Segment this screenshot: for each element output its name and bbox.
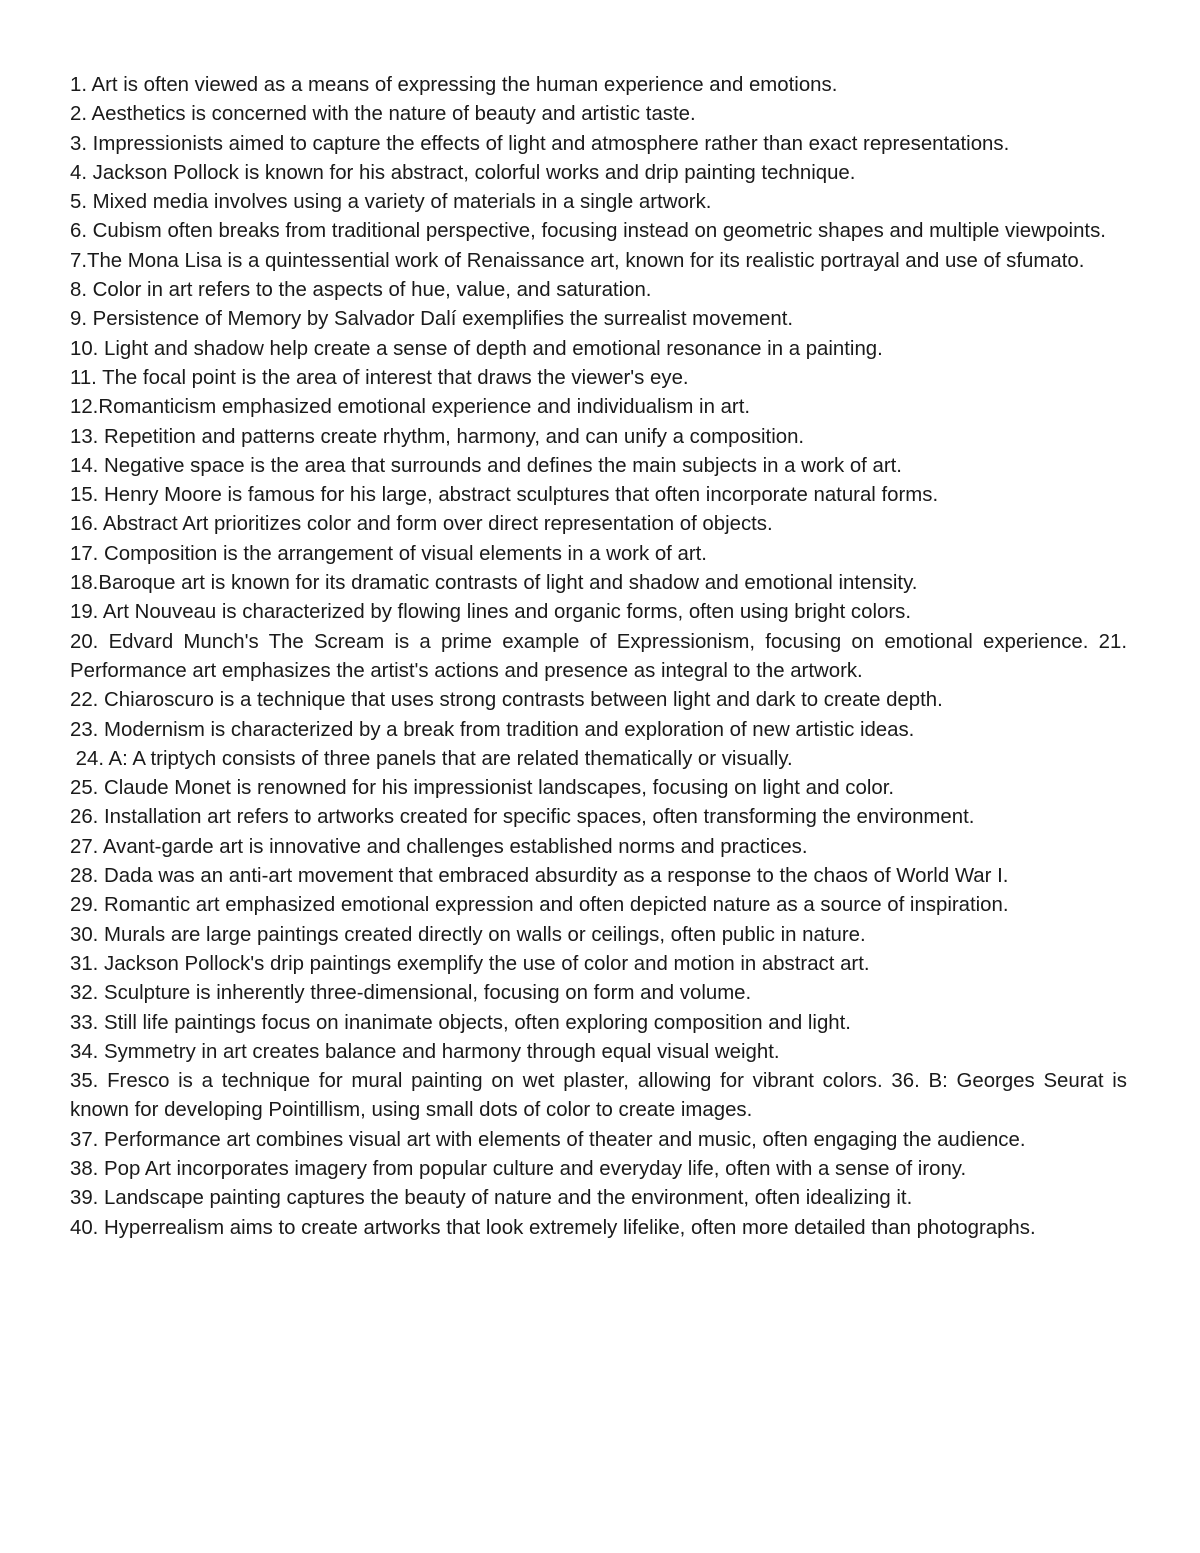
item-29: 29. Romantic art emphasized emotional expression and often depicted nature as a source of inspiration. (70, 894, 1009, 917)
item-1: 1. Art is often viewed as a means of expressing the human experience and emotions. (70, 74, 838, 96)
item-40: 40. Hyperrealism aims to create artworks that look extremely lifelike, often more detailed than photographs. (70, 1216, 1036, 1239)
item-25: 25. Claude Monet is renowned for his impressionist landscapes, focusing on light and color. (70, 777, 895, 800)
item-16: 16. Abstract Art prioritizes color and form over direct representation of objects. (70, 513, 773, 536)
item-14: 14. Negative space is the area that surrounds and defines the main subjects in a work of art. (70, 454, 902, 477)
item-27: 27. Avant-garde art is innovative and challenges established norms and practices. (70, 835, 808, 858)
item-7: 7.The Mona Lisa is a quintessential work of Renaissance art, known for its realistic portrayal and use of sfumato. (70, 249, 1085, 272)
item-10: 10. Light and shadow help create a sense of depth and emotional resonance in a painting. (70, 337, 883, 360)
item-12: 12.Romanticism emphasized emotional experience and individualism in art. (70, 396, 751, 419)
item-20-21: 20. Edvard Munch's The Scream is a prime example of Expressionism, focusing on emotional experience. 21. Performance art emphasizes the artist's actions and presence as integral to the artwork. (70, 630, 1133, 682)
item-28: 28. Dada was an anti-art movement that embraced absurdity as a response to the chaos of World War I. (70, 865, 1009, 888)
item-13: 13. Repetition and patterns create rhythm, harmony, and can unify a composition. (70, 425, 805, 448)
item-22: 22. Chiaroscuro is a technique that uses strong contrasts between light and dark to create depth. (70, 689, 943, 712)
item-23: 23. Modernism is characterized by a break from tradition and exploration of new artistic ideas. (70, 718, 915, 741)
item-6: 6. Cubism often breaks from traditional perspective, focusing instead on geometric shapes and multiple viewpoints. (70, 220, 1106, 243)
item-3: 3. Impressionists aimed to capture the effects of light and atmosphere rather than exact representations. (70, 132, 1010, 155)
item-18: 18.Baroque art is known for its dramatic contrasts of light and shadow and emotional intensity. (70, 572, 918, 595)
item-32: 32. Sculpture is inherently three-dimensional, focusing on form and volume. (70, 982, 752, 1005)
item-15: 15. Henry Moore is famous for his large, abstract sculptures that often incorporate natural forms. (70, 484, 939, 507)
item-31: 31. Jackson Pollock's drip paintings exemplify the use of color and motion in abstract art. (70, 952, 870, 975)
item-39: 39. Landscape painting captures the beauty of nature and the environment, often idealizing it. (70, 1187, 913, 1210)
item-8: 8. Color in art refers to the aspects of hue, value, and saturation. (70, 279, 652, 302)
item-38: 38. Pop Art incorporates imagery from popular culture and everyday life, often with a sense of irony. (70, 1157, 967, 1180)
item-33: 33. Still life paintings focus on inanimate objects, often exploring composition and light. (70, 1011, 851, 1034)
item-30: 30. Murals are large paintings created directly on walls or ceilings, often public in nature. (70, 923, 866, 946)
item-2: 2. Aesthetics is concerned with the nature of beauty and artistic taste. (70, 103, 696, 126)
item-26: 26. Installation art refers to artworks created for specific spaces, often transforming the environment. (70, 806, 975, 829)
item-37: 37. Performance art combines visual art with elements of theater and music, often engaging the audience. (70, 1128, 1026, 1151)
item-24: 24. A: A triptych consists of three panels that are related thematically or visually. (70, 747, 793, 770)
item-17: 17. Composition is the arrangement of visual elements in a work of art. (70, 542, 707, 565)
item-4: 4. Jackson Pollock is known for his abstract, colorful works and drip painting technique. (70, 161, 856, 184)
item-35-36: 35. Fresco is a technique for mural painting on wet plaster, allowing for vibrant colors. 36. B: Georges Seurat is known for developing Pointillism, using small dots of color to create images. (70, 1070, 1133, 1122)
document-page (70, 71, 1133, 1243)
item-19: 19. Art Nouveau is characterized by flowing lines and organic forms, often using bright colors. (70, 601, 911, 624)
item-5: 5. Mixed media involves using a variety of materials in a single artwork. (70, 191, 712, 214)
item-9: 9. Persistence of Memory by Salvador Dalí exemplifies the surrealist movement. (70, 308, 794, 331)
item-11: 11. The focal point is the area of interest that draws the viewer's eye. (70, 366, 689, 389)
item-34: 34. Symmetry in art creates balance and harmony through equal visual weight. (70, 1040, 780, 1063)
